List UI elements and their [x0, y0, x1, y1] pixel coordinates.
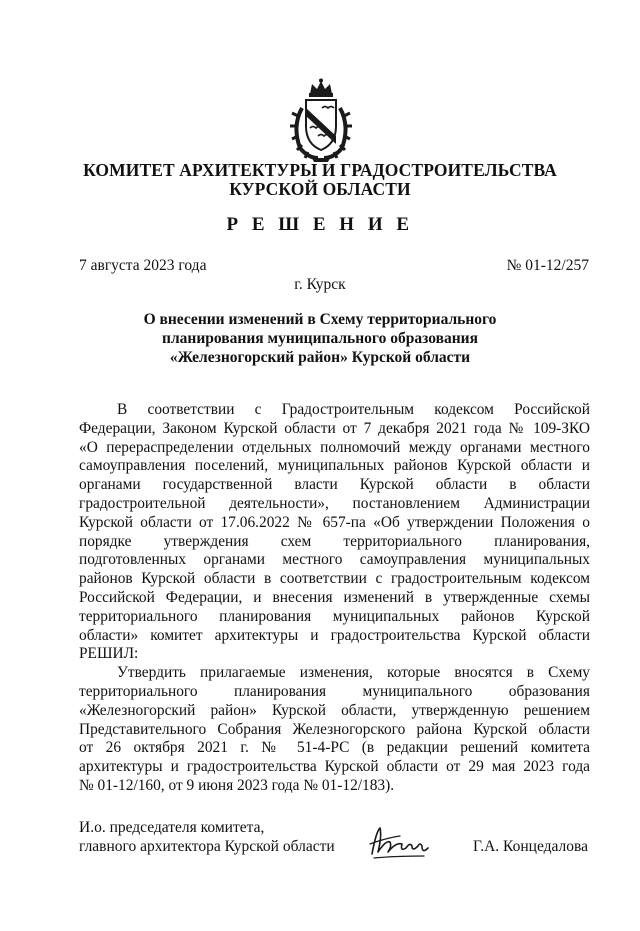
- body-line: Утвердить прилагаемые изменения, которые вносятся в Схему: [117, 664, 590, 682]
- body-line: Федерации, Законом Курской области от 7 декабря 2021 года № 109-ЗКО: [79, 419, 590, 437]
- body-line: органами государственной власти Курской области в области: [79, 476, 590, 494]
- document-title-line: О внесении изменений в Схему территориального: [143, 311, 497, 328]
- signatory-position-line2: главного архитектора Курской области: [79, 838, 335, 855]
- body-line: «Железногорский район» Курской области, утвержденную решением: [79, 701, 590, 719]
- body-line: районов Курской области в соответствии с градостроительным кодексом: [79, 570, 590, 588]
- document-body: [79, 401, 590, 796]
- body-line: порядке утверждения схем территориального планирования,: [79, 532, 590, 550]
- body-line: территориального планирования муниципальных районов Курской: [79, 607, 590, 625]
- organization-name-line1: КОМИТЕТ АРХИТЕКТУРЫ И ГРАДОСТРОИТЕЛЬСТВА: [83, 160, 557, 180]
- body-line: Курской области от 17.06.2022 № 657-па «Об утверждении Положения о: [79, 513, 590, 531]
- coat-of-arms-icon: [288, 78, 354, 162]
- body-line: Российской Федерации, и внесения изменений в утвержденные схемы: [79, 588, 590, 606]
- body-line: градостроительной деятельности», постановлением Администрации: [79, 494, 590, 512]
- organization-name-line2: КУРСКОЙ ОБЛАСТИ: [229, 179, 411, 199]
- document-number: № 01-12/257: [506, 257, 589, 274]
- document-type-heading: Р Е Ш Е Н И Е: [226, 214, 414, 235]
- body-line: области» комитет архитектуры и градостроительства Курской области: [79, 626, 590, 644]
- signatory-position-line1: И.о. председателя комитета,: [79, 819, 265, 836]
- body-line: архитектуры и градостроительства Курской области от 29 мая 2023 года: [79, 758, 590, 776]
- body-line: территориального планирования муниципального образования: [79, 682, 590, 700]
- body-line: В соответствии с Градостроительным кодексом Российской: [117, 401, 590, 418]
- handwritten-signature: [366, 822, 434, 862]
- body-line: от 26 октября 2021 г. № 51-4-РС (в редакции решений комитета: [79, 739, 590, 757]
- document-title-line: «Железногорский район» Курской области: [169, 349, 471, 366]
- body-line: подготовленных органами местного самоуправления муниципальных: [79, 551, 590, 569]
- body-line: РЕШИЛ:: [79, 645, 139, 663]
- document-title-line: планирования муниципального образования: [162, 330, 478, 347]
- document-city: г. Курск: [294, 276, 346, 293]
- signatory-name: Г.А. Концедалова: [473, 838, 588, 855]
- body-line: «О перераспределении отдельных полномочий между органами местного: [79, 438, 590, 456]
- body-line: Представительного Собрания Железногорского района Курской области: [79, 720, 590, 738]
- body-line: № 01-12/160, от 9 июня 2023 года № 01-12/183).: [79, 776, 395, 794]
- body-line: самоуправления поселений, муниципальных районов Курской области и: [79, 457, 590, 475]
- document-date: 7 августа 2023 года: [79, 257, 207, 274]
